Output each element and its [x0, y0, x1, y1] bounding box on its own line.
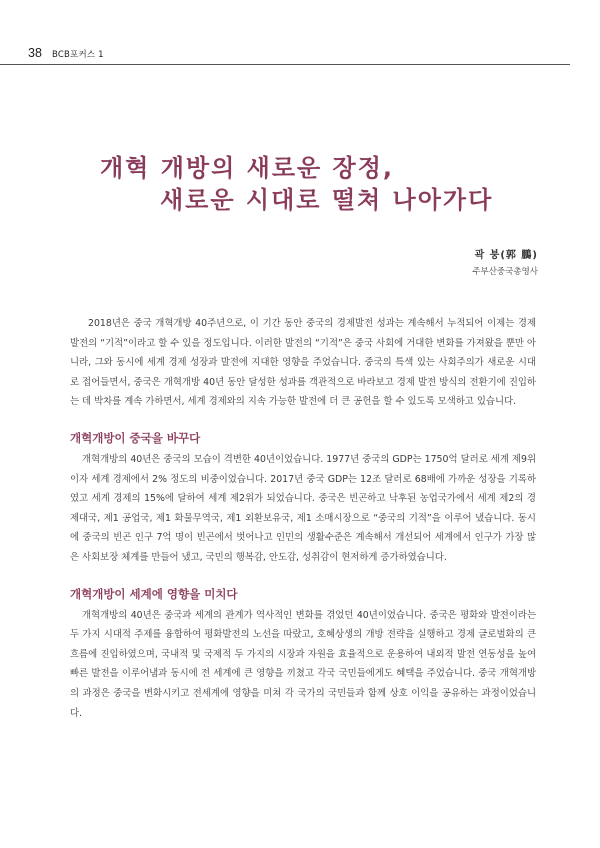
header-rule	[0, 64, 570, 65]
author-name: 곽 붕(郭 鵬)	[474, 250, 538, 261]
title-line-1: 개혁 개방의 새로운 장정,	[100, 154, 395, 182]
page-header	[0, 0, 600, 70]
article-body	[70, 314, 536, 723]
page-number: 38	[28, 46, 42, 60]
section-paragraph: 개혁개방의 40년은 중국의 모습이 격변한 40년이었습니다. 1977년 중국의 GDP는 1750억 달러로 세계 제9위이자 세계 경제에서 2% 정도의 비중이었습니다. 2017년 중국 GDP는 12조 달러로 68배에 가까운 성장을 기록하였고 세계 경제의 15%에 달하여 세계 제2위가 되었습니다. 중국은 빈곤하고 낙후된 농업국가에서 세계 제2의 경제대국, 제1 공업국, 제1 화물무역국, 제1 외환보유국, 제1 소매시장으로 “중국의 기적”을 이루어 냈습니다. 동시에 중국의 빈곤 인구 7억 명이 빈곤에서 벗어나고 인민의 생활수준은 계속해서 개선되어 세계에서 인구가 가장 많은 사회보장 체계를 만들어 냈고, 국민의 행복감, 안도감, 성취감이 현저하게 증가하였습니다.	[70, 453, 536, 563]
section-heading: 개혁개방이 중국을 바꾸다	[70, 430, 201, 445]
title-line-2: 새로운 시대로 떨쳐 나아가다	[160, 186, 494, 214]
section-heading: 개혁개방이 세계에 영향을 미치다	[70, 586, 238, 601]
author-block	[472, 246, 538, 277]
author-title: 주부산중국총영사	[472, 267, 538, 277]
intro-paragraph: 2018년은 중국 개혁개방 40주년으로, 이 기간 동안 중국의 경제발전 성과는 계속해서 누적되어 이제는 경제 발전의 “기적”이라고 할 수 있을 정도입니다. 이러한 발전의 “기적”은 중국 사회에 거대한 변화를 가져왔을 뿐만 아니라, 그와 동시에 세계 경제 성장과 발전에 지대한 영향을 주었습니다. 중국의 특색 있는 사회주의가 새로운 시대로 접어들면서, 중국은 개혁개방 40년 동안 달성한 성과를 객관적으로 바라보고 경제 발전 방식의 전환기에 진입하는 데 박차를 계속 가하면서, 세계 경제와의 지속 가능한 발전에 더 큰 공헌을 할 수 있도록 모색하고 있습니다.	[70, 318, 536, 408]
publication-name: BCB포커스 1	[52, 50, 104, 60]
section-paragraph: 개혁개방의 40년은 중국과 세계의 관계가 역사적인 변화를 겪었던 40년이었습니다. 중국은 평화와 발전이라는 두 가지 시대적 주제를 융합하여 평화발전의 노선을 따랐고, 호혜상생의 개방 전략을 실행하고 경제 글로벌화의 큰 흐름에 진입하였으며, 국내적 및 국제적 두 가지의 시장과 자원을 효율적으로 운용하여 내외적 발전 연동성을 높여 빠른 발전을 이루어냄과 동시에 전 세계에 큰 영향을 끼쳤고 각국 국민들에게도 혜택을 주었습니다. 중국 개혁개방의 과정은 중국을 변화시키고 전세계에 영향을 미쳐 각 국가의 국민들과 함께 상호 이익을 공유하는 과정이었습니다.	[70, 609, 536, 719]
